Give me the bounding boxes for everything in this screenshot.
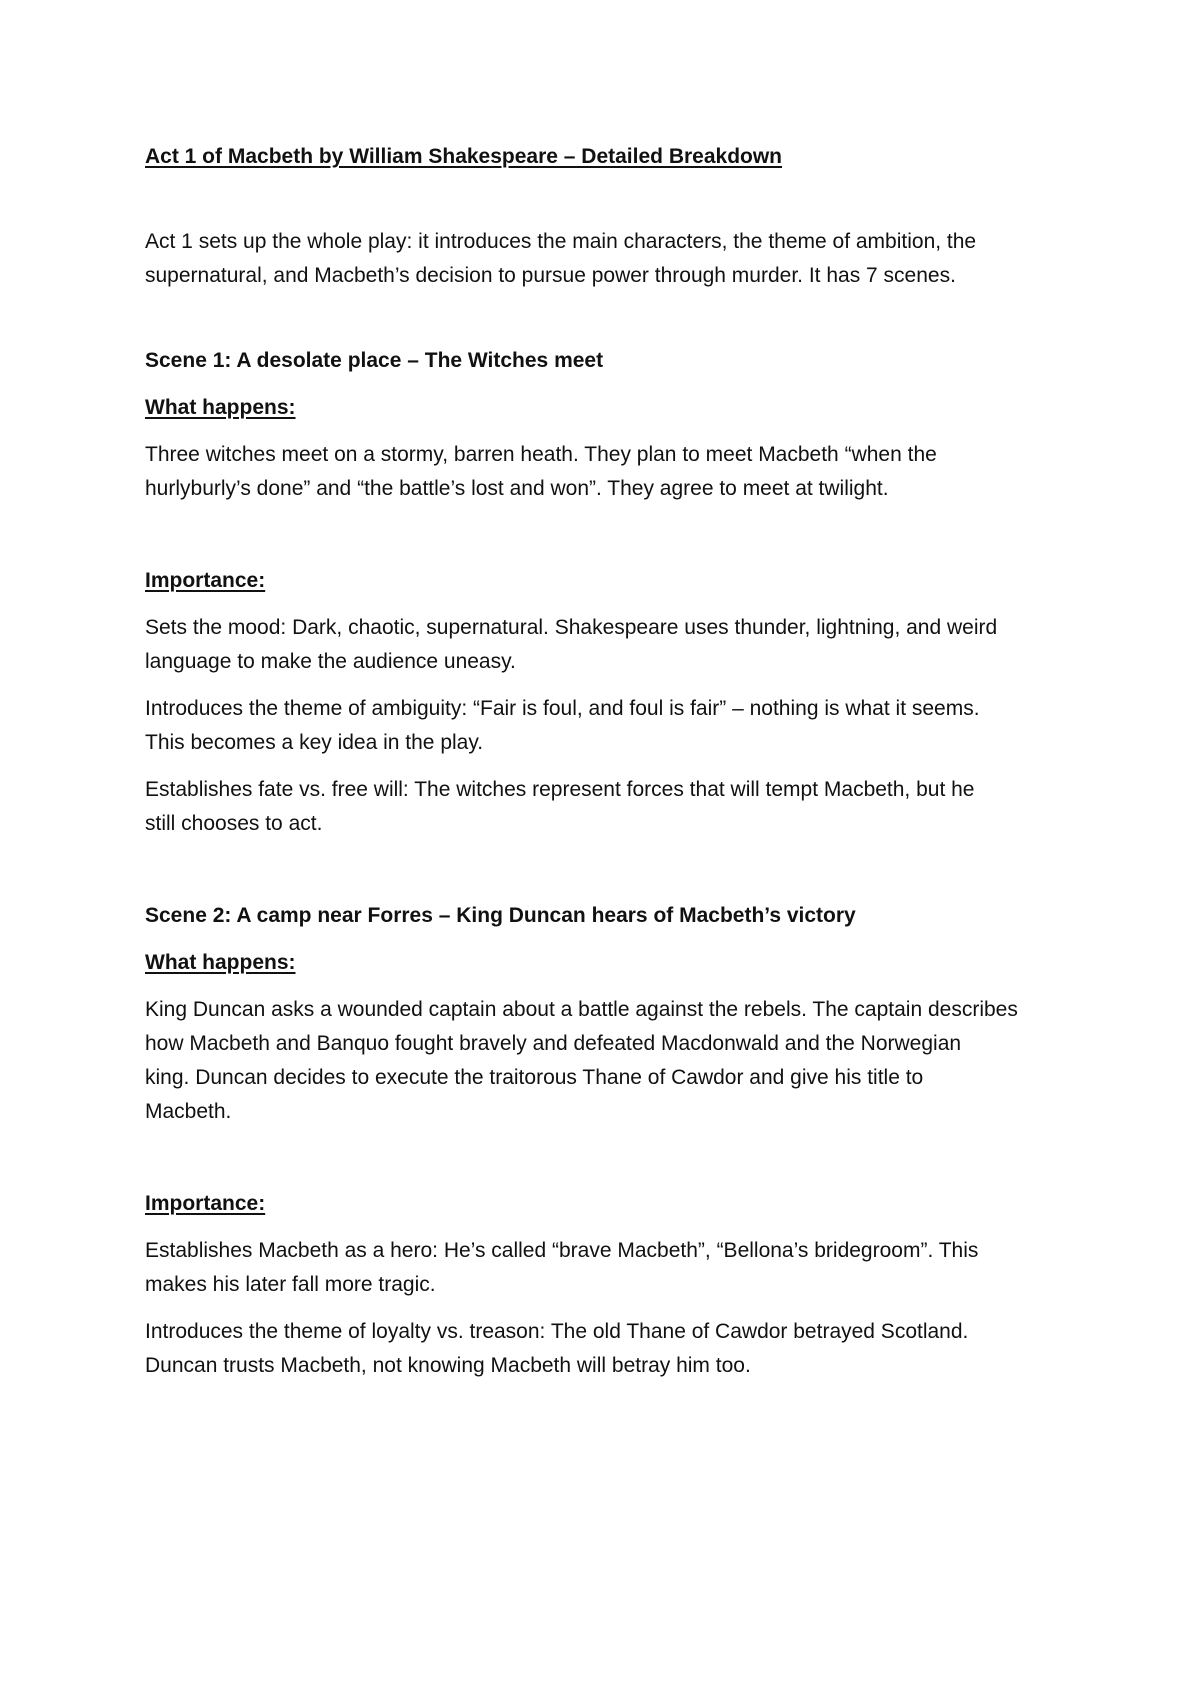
intro-paragraph	[145, 225, 1065, 293]
paragraph-line: still chooses to act.	[145, 812, 323, 835]
intro-line: supernatural, and Macbeth’s decision to pursue power through murder. It has 7 scenes.	[145, 264, 956, 287]
scene-1-what-label: What happens:	[145, 396, 296, 419]
paragraph-line: Duncan trusts Macbeth, not knowing Macbeth will betray him too.	[145, 1354, 751, 1377]
paragraph-line: makes his later fall more tragic.	[145, 1273, 436, 1296]
paragraph-line: Establishes Macbeth as a hero: He’s called “brave Macbeth”, “Bellona’s bridegroom”. This	[145, 1239, 979, 1262]
scene-2-what-label: What happens:	[145, 951, 296, 974]
paragraph-line: Three witches meet on a stormy, barren heath. They plan to meet Macbeth “when the	[145, 443, 937, 466]
scene-1-importance-point	[145, 692, 1065, 760]
scene-2-what-paragraph	[145, 993, 1065, 1129]
paragraph-line: Sets the mood: Dark, chaotic, supernatural. Shakespeare uses thunder, lightning, and weird	[145, 616, 998, 639]
paragraph-line: King Duncan asks a wounded captain about a battle against the rebels. The captain describes	[145, 998, 1018, 1021]
scene-1-what-paragraph	[145, 438, 1065, 506]
paragraph-line: hurlyburly’s done” and “the battle’s lost and won”. They agree to meet at twilight.	[145, 477, 889, 500]
paragraph-line: Introduces the theme of loyalty vs. treason: The old Thane of Cawdor betrayed Scotland.	[145, 1320, 969, 1343]
document-page	[145, 140, 1065, 1383]
paragraph-line: language to make the audience uneasy.	[145, 650, 516, 673]
scene-2-importance-point	[145, 1315, 1065, 1383]
scene-1-heading: Scene 1: A desolate place – The Witches meet	[145, 349, 604, 372]
scene-1-importance-point	[145, 773, 1065, 841]
paragraph-line: king. Duncan decides to execute the traitorous Thane of Cawdor and give his title to	[145, 1066, 924, 1089]
paragraph-line: Macbeth.	[145, 1100, 232, 1123]
intro-line: Act 1 sets up the whole play: it introduces the main characters, the theme of ambition, the	[145, 230, 977, 253]
paragraph-line: Establishes fate vs. free will: The witches represent forces that will tempt Macbeth, but he	[145, 778, 975, 801]
paragraph-line: Introduces the theme of ambiguity: “Fair is foul, and foul is fair” – nothing is what it seems.	[145, 697, 980, 720]
scene-2-heading: Scene 2: A camp near Forres – King Duncan hears of Macbeth’s victory	[145, 904, 856, 927]
paragraph-line: how Macbeth and Banquo fought bravely and defeated Macdonwald and the Norwegian	[145, 1032, 962, 1055]
paragraph-line: This becomes a key idea in the play.	[145, 731, 484, 754]
scene-1-importance-label: Importance:	[145, 569, 266, 592]
scene-2-importance-point	[145, 1234, 1065, 1302]
scene-1-importance-point	[145, 611, 1065, 679]
document-title: Act 1 of Macbeth by William Shakespeare – Detailed Breakdown	[145, 145, 783, 168]
scene-2-importance-label: Importance:	[145, 1192, 266, 1215]
